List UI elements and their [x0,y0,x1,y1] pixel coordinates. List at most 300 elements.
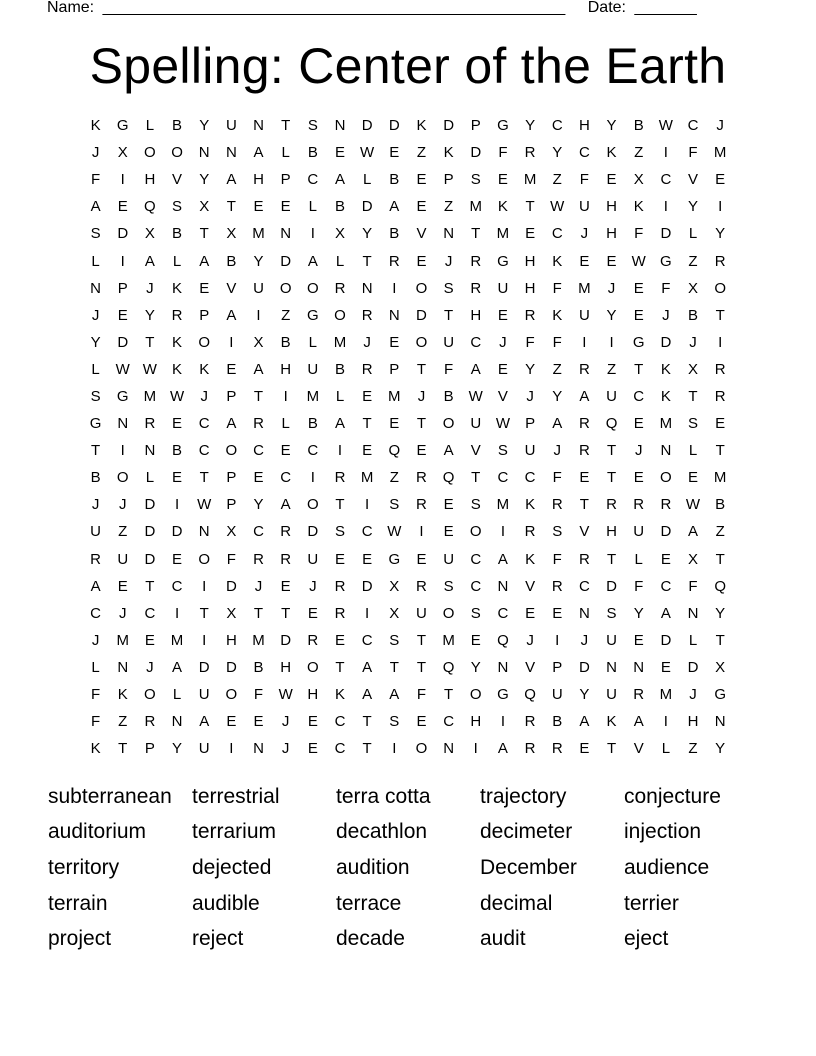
grid-letter: F [90,171,101,189]
grid-letter: S [443,577,454,595]
grid-letter: F [90,713,101,731]
grid-letter: C [687,117,699,135]
grid-letter: R [714,252,726,270]
grid-letter: H [606,225,617,243]
grid-letter: Y [552,387,563,405]
grid-letter: T [281,117,291,135]
grid-letter: A [253,360,264,378]
grid-letter: T [715,631,725,649]
grid-letter: N [497,658,509,676]
date-label: Date: [587,0,626,16]
word-search-grid [82,112,734,762]
grid-letter: A [253,144,264,162]
grid-letter: F [634,577,644,595]
grid-letter: V [525,577,536,595]
grid-letter: C [307,171,319,189]
grid-letter: C [198,442,210,460]
grid-letter: H [253,171,264,189]
grid-letter: Z [281,306,291,324]
grid-row [82,491,734,518]
grid-letter: I [555,631,560,649]
grid-letter: R [171,306,183,324]
grid-letter: C [633,387,645,405]
grid-letter: A [334,171,345,189]
grid-letter: E [633,306,644,324]
grid-letter: X [688,279,699,297]
grid-letter: U [117,550,129,568]
grid-letter: G [116,117,129,135]
grid-letter: K [172,279,183,297]
grid-letter: B [633,117,644,135]
grid-letter: U [307,360,319,378]
grid-letter: D [660,225,672,243]
grid-letter: R [524,740,536,758]
grid-letter: O [306,496,319,514]
grid-letter: L [688,225,698,243]
grid-letter: I [718,198,723,216]
grid-letter: O [225,442,238,460]
grid-letter: P [117,279,128,297]
grid-letter: T [444,306,454,324]
grid-letter: M [713,469,727,487]
grid-letter: U [443,333,455,351]
grid-letter: J [118,496,127,514]
grid-letter: X [688,360,699,378]
grid-letter: H [225,631,237,649]
grid-letter: E [579,740,590,758]
grid-letter: Q [714,577,726,595]
grid-letter: M [578,279,591,297]
grid-row [82,383,734,410]
word-bank-item: trajectory [480,784,567,808]
grid-letter: R [524,523,536,541]
grid-letter: H [578,117,590,135]
grid-letter: J [91,144,100,162]
grid-letter: R [578,360,590,378]
grid-letter: F [552,550,562,568]
grid-letter: B [334,360,345,378]
grid-letter: Y [525,117,536,135]
grid-letter: T [715,442,725,460]
grid-letter: U [606,387,617,405]
grid-letter: O [306,658,319,676]
grid-letter: V [497,387,508,405]
grid-letter: J [281,713,290,731]
grid-letter: K [552,306,563,324]
word-bank-item: subterranean [48,784,172,808]
grid-letter: D [225,658,237,676]
grid-letter: X [389,577,400,595]
word-bank-item: project [48,927,112,951]
grid-letter: E [715,171,726,189]
grid-letter: A [579,713,590,731]
grid-letter: Q [605,415,618,433]
grid-letter: R [524,144,536,162]
grid-letter: T [199,469,209,487]
grid-letter: A [362,658,373,676]
grid-letter: I [337,442,343,460]
grid-letter: K [552,252,563,270]
grid-letter: H [307,686,319,704]
grid-row [82,112,734,139]
grid-letter: E [715,415,726,433]
grid-letter: W [387,523,402,541]
grid-letter: B [443,387,454,405]
grid-letter: M [659,415,673,433]
grid-letter: N [497,577,509,595]
grid-letter: R [416,577,427,595]
grid-letter: E [660,550,671,568]
grid-letter: D [606,577,617,595]
grid-letter: J [146,279,154,297]
grid-letter: R [280,523,292,541]
grid-letter: R [524,306,536,324]
grid-letter: J [91,631,100,649]
grid-letter: B [307,144,318,162]
grid-letter: U [307,550,319,568]
word-bank [48,779,788,957]
grid-letter: T [471,225,481,243]
grid-letter: W [658,117,673,135]
grid-row [82,708,734,735]
grid-letter: H [524,252,536,270]
grid-row [82,275,734,302]
grid-letter: G [497,117,509,135]
word-bank-item: decade [336,927,405,951]
grid-letter: X [715,658,726,676]
grid-letter: O [198,550,211,568]
grid-letter: Y [172,740,183,758]
grid-letter: R [551,577,563,595]
grid-letter: I [283,387,288,405]
grid-letter: O [469,523,482,541]
grid-letter: J [499,333,507,351]
grid-letter: Y [579,686,590,704]
name-label: Name: [47,0,95,16]
grid-letter: U [497,279,509,297]
grid-letter: M [360,469,374,487]
grid-letter: I [202,577,207,595]
grid-letter: A [389,686,400,704]
grid-letter: I [120,252,125,270]
grid-letter: O [306,279,319,297]
grid-row [82,193,734,220]
grid-letter: G [388,550,401,568]
grid-letter: P [226,387,237,405]
grid-letter: B [334,198,345,216]
grid-letter: X [688,550,699,568]
grid-letter: W [115,360,130,378]
grid-letter: F [552,469,562,487]
grid-letter: E [362,387,373,405]
grid-letter: T [715,306,725,324]
grid-letter: E [307,713,318,731]
grid-letter: N [117,415,129,433]
grid-letter: J [634,442,643,460]
grid-letter: L [661,740,671,758]
grid-letter: H [470,306,482,324]
grid-letter: K [660,387,671,405]
grid-letter: M [659,686,673,704]
grid-letter: D [117,225,129,243]
grid-letter: R [578,415,590,433]
grid-letter: A [497,550,508,568]
grid-letter: O [171,144,183,162]
grid-letter: K [334,686,345,704]
grid-letter: L [91,252,100,270]
word-bank-item: dejected [192,855,272,879]
grid-letter: O [714,279,726,297]
word-bank-item: terrain [48,891,108,915]
grid-letter: N [198,144,210,162]
grid-letter: Z [444,198,454,216]
grid-letter: E [633,469,644,487]
grid-letter: F [444,360,454,378]
word-bank-row [48,815,788,851]
grid-letter: D [198,658,210,676]
grid-letter: I [256,306,261,324]
grid-letter: D [280,252,292,270]
grid-letter: Y [199,171,210,189]
grid-letter: J [580,631,589,649]
grid-letter: C [443,713,455,731]
grid-letter: B [226,252,237,270]
grid-letter: E [579,469,590,487]
grid-letter: G [89,415,102,433]
grid-letter: F [579,171,589,189]
grid-letter: E [226,713,237,731]
grid-letter: U [90,523,101,541]
grid-row [82,139,734,166]
grid-letter: R [280,550,292,568]
word-bank-item: reject [192,927,244,951]
grid-letter: J [363,333,371,351]
grid-letter: C [470,333,482,351]
grid-letter: E [280,198,291,216]
grid-letter: S [470,496,481,514]
grid-letter: V [579,523,590,541]
grid-row [82,356,734,383]
word-bank-row [48,850,788,886]
grid-letter: I [663,144,668,162]
grid-letter: W [550,198,565,216]
grid-letter: J [662,306,670,324]
grid-letter: C [551,225,563,243]
grid-letter: M [523,171,537,189]
grid-letter: I [500,713,505,731]
grid-letter: L [308,198,317,216]
grid-letter: I [174,496,180,514]
grid-letter: A [172,658,183,676]
grid-letter: I [120,442,125,460]
grid-letter: C [660,577,672,595]
grid-letter: R [90,550,101,568]
grid-letter: C [361,631,373,649]
grid-letter: N [117,658,129,676]
grid-letter: F [634,225,644,243]
grid-letter: U [524,442,536,460]
grid-letter: M [713,144,727,162]
grid-letter: N [90,279,101,297]
word-bank-item: terrier [624,891,679,915]
grid-letter: Y [199,117,210,135]
grid-letter: E [525,604,536,622]
grid-letter: X [226,523,237,541]
grid-row [82,166,734,193]
grid-letter: U [578,198,590,216]
grid-letter: Y [552,144,563,162]
grid-letter: N [660,442,672,460]
grid-letter: C [497,604,509,622]
grid-letter: E [497,171,508,189]
grid-letter: G [632,333,645,351]
grid-row [82,220,734,247]
grid-letter: A [443,442,454,460]
grid-letter: R [633,686,645,704]
grid-letter: I [473,740,478,758]
grid-letter: E [117,306,128,324]
grid-letter: E [497,360,508,378]
grid-letter: T [335,496,345,514]
grid-row [82,681,734,708]
grid-letter: Z [552,171,562,189]
grid-letter: A [226,171,237,189]
grid-letter: J [417,387,426,405]
grid-letter: S [470,171,481,189]
grid-letter: P [552,658,563,676]
grid-letter: R [606,496,617,514]
grid-letter: B [253,658,264,676]
grid-letter: K [199,360,210,378]
grid-letter: E [389,144,400,162]
grid-letter: J [146,658,154,676]
grid-letter: Z [118,523,128,541]
grid-letter: E [416,198,427,216]
grid-letter: S [688,415,699,433]
grid-letter: R [334,577,346,595]
grid-letter: D [578,658,590,676]
grid-letter: O [198,333,211,351]
grid-letter: O [442,415,455,433]
grid-letter: E [389,415,400,433]
grid-letter: J [309,577,317,595]
grid-letter: S [389,631,400,649]
grid-letter: G [306,306,319,324]
header-line [47,0,747,20]
grid-letter: P [199,306,210,324]
grid-letter: Z [606,360,617,378]
grid-letter: E [633,415,644,433]
name-blank: ____________________________________________________ [102,0,566,16]
grid-row [82,573,734,600]
grid-letter: J [91,306,100,324]
grid-letter: V [688,171,699,189]
grid-letter: E [525,225,536,243]
word-bank-item: injection [624,820,702,844]
grid-letter: E [253,198,264,216]
grid-letter: J [689,333,697,351]
grid-letter: E [144,631,155,649]
grid-letter: D [443,117,455,135]
grid-letter: F [552,279,562,297]
grid-letter: R [334,604,346,622]
grid-letter: A [497,740,508,758]
grid-letter: P [525,415,536,433]
grid-letter: A [334,415,345,433]
grid-letter: J [607,279,616,297]
grid-letter: D [144,496,156,514]
grid-letter: P [226,496,237,514]
grid-letter: E [253,713,264,731]
grid-row [82,600,734,627]
grid-letter: N [225,144,237,162]
grid-letter: R [361,360,373,378]
grid-letter: H [606,523,617,541]
grid-letter: B [172,117,183,135]
grid-letter: D [144,550,156,568]
grid-letter: Y [606,117,617,135]
grid-letter: K [497,198,508,216]
grid-letter: L [145,469,155,487]
grid-letter: X [253,333,264,351]
grid-letter: R [416,496,427,514]
grid-letter: B [172,442,183,460]
grid-letter: T [389,658,399,676]
grid-letter: M [496,225,510,243]
grid-letter: N [443,740,455,758]
grid-letter: S [307,117,318,135]
grid-letter: U [470,415,482,433]
grid-letter: A [362,686,373,704]
grid-letter: K [90,117,101,135]
grid-letter: E [579,252,590,270]
grid-letter: R [551,740,563,758]
grid-letter: N [687,604,699,622]
grid-letter: U [198,740,210,758]
grid-letter: Y [470,658,481,676]
grid-letter: O [144,686,156,704]
grid-letter: A [688,523,699,541]
grid-letter: D [144,523,156,541]
grid-letter: I [310,469,315,487]
grid-letter: L [335,387,345,405]
grid-letter: U [416,604,427,622]
grid-letter: N [144,442,156,460]
word-bank-item: terra cotta [336,784,431,808]
grid-letter: E [280,577,291,595]
grid-letter: P [280,171,291,189]
grid-letter: W [278,686,293,704]
grid-letter: L [634,550,643,568]
grid-letter: W [360,144,375,162]
grid-letter: E [199,279,210,297]
grid-letter: X [334,225,345,243]
grid-letter: Z [634,144,644,162]
grid-letter: E [307,604,318,622]
grid-letter: W [685,496,701,514]
grid-letter: O [279,279,292,297]
grid-letter: M [388,387,401,405]
grid-letter: E [226,360,237,378]
grid-letter: D [388,117,400,135]
grid-letter: Q [388,442,401,460]
grid-letter: N [633,658,645,676]
grid-letter: T [199,604,209,622]
grid-letter: F [253,686,264,704]
grid-letter: D [225,577,237,595]
grid-letter: A [90,198,101,216]
grid-letter: T [444,686,454,704]
